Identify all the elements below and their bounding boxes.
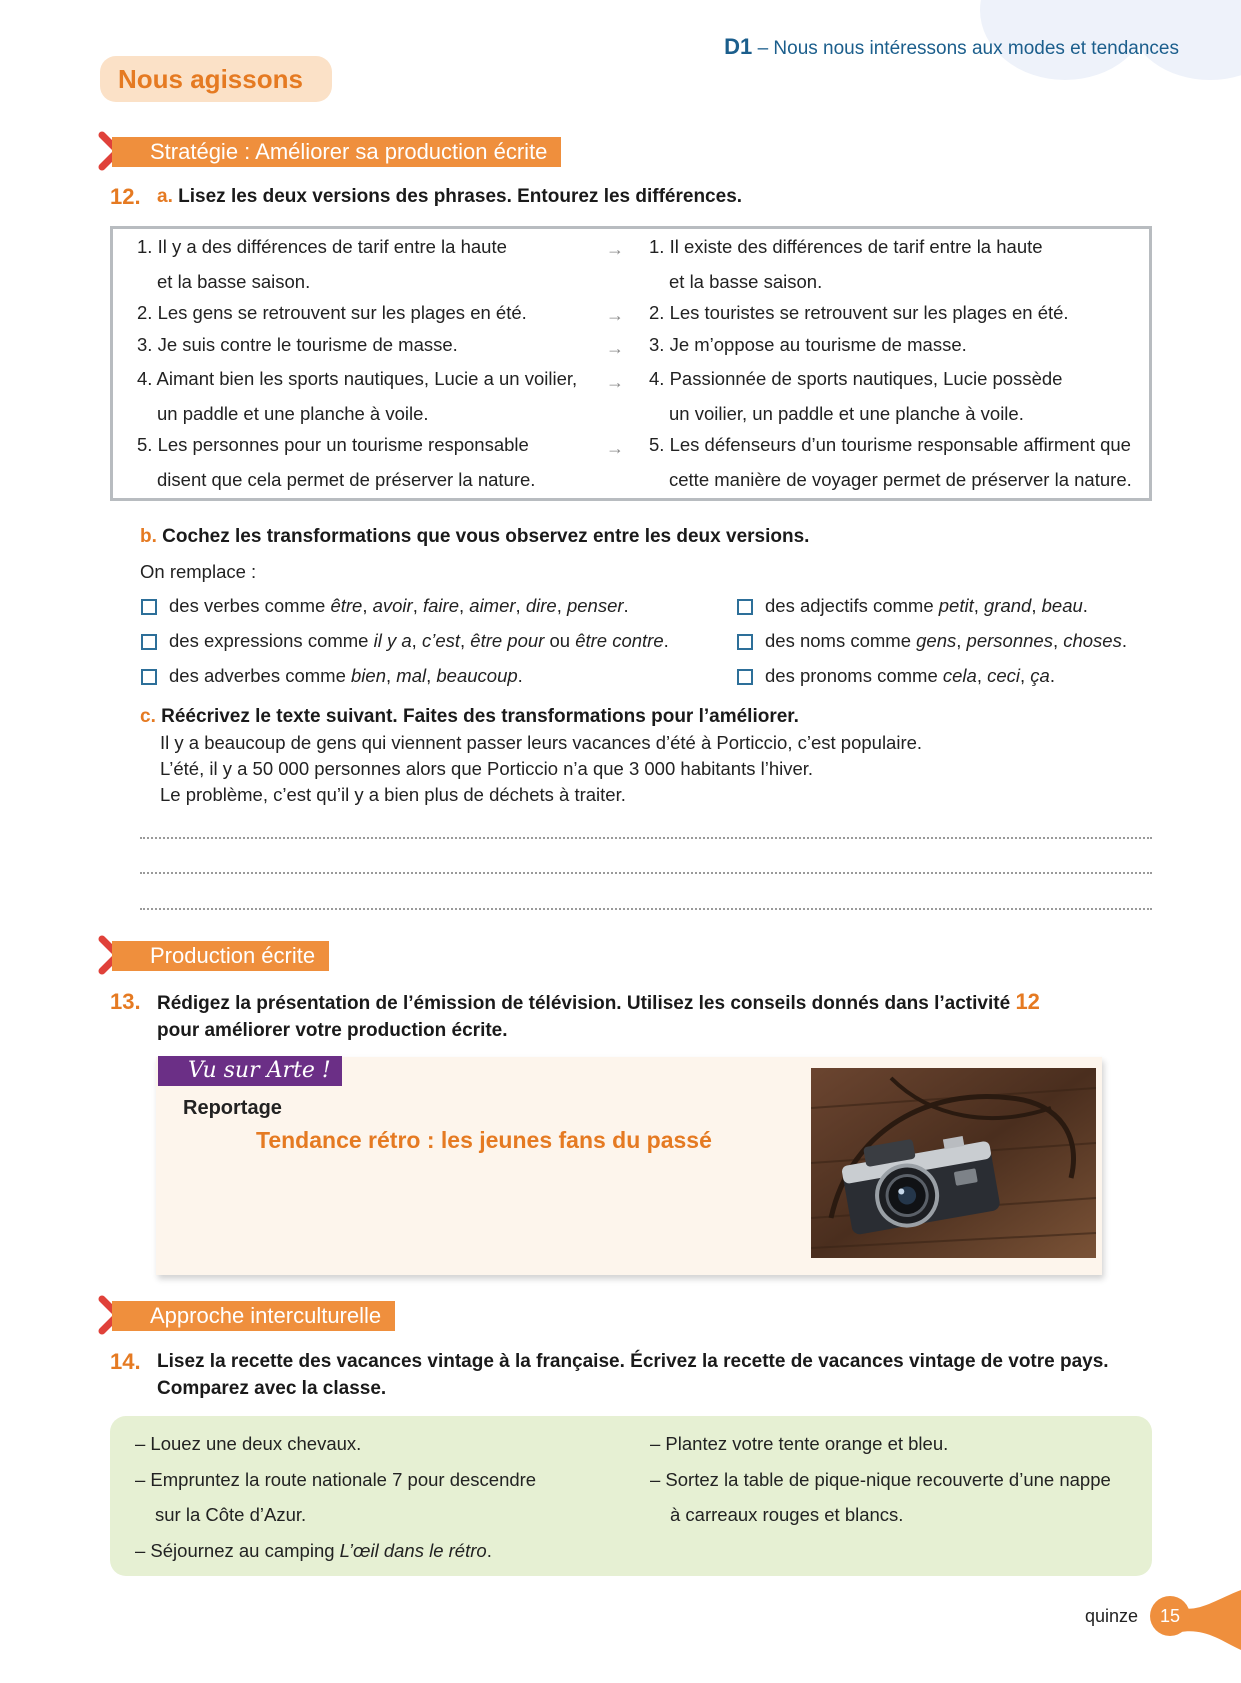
sub-letter: c. [140, 706, 156, 727]
arrow-icon: → [606, 239, 624, 259]
sentence-original: 2. Les gens se retrouvent sur les plages en été. [137, 302, 527, 323]
check-label-verbes: des verbes comme être, avoir, faire, aimer, dire, penser. [169, 595, 629, 616]
instruction-text: Lisez les deux versions des phrases. Entourez les différences. [178, 186, 743, 207]
sentence-original: 5. Les personnes pour un tourisme responsable [137, 434, 529, 455]
sentence-improved: cette manière de voyager permet de préserver la nature. [669, 469, 1132, 490]
recipe-item: à carreaux rouges et blancs. [670, 1504, 904, 1525]
page-header [724, 34, 1179, 60]
check-label-noms: des noms comme gens, personnes, choses. [765, 630, 1127, 651]
question-12c [140, 703, 799, 730]
question-number: 12. [110, 184, 141, 209]
source-text-line: Le problème, c’est qu’il y a bien plus de déchets à traiter. [160, 784, 626, 805]
instruction-text: Rédigez la présentation de l’émission de télévision. Utilisez les conseils donnés dans l’activité [157, 993, 1016, 1014]
sentence-original: disent que cela permet de préserver la nature. [157, 469, 536, 490]
question-12a [157, 183, 742, 210]
source-text-line: Il y a beaucoup de gens qui viennent passer leurs vacances d’été à Porticcio, c’est populaire. [160, 732, 923, 753]
checkbox-adverbes[interactable] [141, 669, 157, 685]
checkbox-pronoms[interactable] [737, 669, 753, 685]
recipe-item: – Plantez votre tente orange et bleu. [650, 1433, 949, 1454]
section-title: Nous agissons [100, 56, 332, 102]
question-number: 13. [110, 989, 141, 1014]
card-subtitle: Reportage [183, 1097, 282, 1119]
arrow-icon: → [606, 372, 624, 392]
sentence-original: 3. Je suis contre le tourisme de masse. [137, 334, 458, 355]
check-label-adverbes: des adverbes comme bien, mal, beaucoup. [169, 665, 523, 686]
intercultural-banner: Approche interculturelle [112, 1301, 395, 1331]
recipe-item: – Empruntez la route nationale 7 pour descendre [135, 1469, 537, 1490]
unit-title: – Nous nous intéressons aux modes et tendances [757, 38, 1179, 59]
page-number-word: quinze [1085, 1606, 1139, 1626]
sentence-improved: et la basse saison. [669, 271, 823, 292]
instruction-text: Cochez les transformations que vous observez entre les deux versions. [162, 526, 810, 547]
arrow-icon: → [606, 305, 624, 325]
instruction-text: Réécrivez le texte suivant. Faites des transformations pour l’améliorer. [161, 706, 799, 727]
arrow-icon: → [606, 438, 624, 458]
checkbox-verbes[interactable] [141, 599, 157, 615]
unit-label: D1 [724, 34, 753, 59]
source-text-line: L’été, il y a 50 000 personnes alors que Porticcio n’a que 3 000 habitants l’hiver. [160, 758, 814, 779]
question-14 [157, 1348, 1109, 1402]
sentence-original: 4. Aimant bien les sports nautiques, Lucie a un voilier, [137, 368, 578, 389]
vintage-camera-photo [811, 1068, 1096, 1258]
sentence-improved: 4. Passionnée de sports nautiques, Lucie possède [649, 368, 1063, 389]
arte-tag: Vu sur Arte ! [158, 1056, 342, 1086]
checkbox-adjectifs[interactable] [737, 599, 753, 615]
camera-icon [811, 1068, 1096, 1258]
sentence-improved: 1. Il existe des différences de tarif entre la haute [649, 236, 1043, 257]
answer-line[interactable] [140, 837, 1152, 839]
sentence-improved: 5. Les défenseurs d’un tourisme responsable affirment que [649, 434, 1131, 455]
recipe-item: – Louez une deux chevaux. [135, 1433, 362, 1454]
sentence-original: 1. Il y a des différences de tarif entre la haute [137, 236, 507, 257]
sentence-original: et la basse saison. [157, 271, 311, 292]
instruction-text: pour améliorer votre production écrite. [157, 1020, 508, 1041]
card-title: Tendance rétro : les jeunes fans du passé [256, 1127, 712, 1153]
answer-line[interactable] [140, 908, 1152, 910]
instruction-text: Comparez avec la classe. [157, 1378, 387, 1399]
sentence-original: un paddle et une planche à voile. [157, 403, 429, 424]
question-number: 14. [110, 1349, 141, 1374]
production-banner: Production écrite [112, 941, 329, 971]
sentence-improved: 2. Les touristes se retrouvent sur les plages en été. [649, 302, 1069, 323]
checkbox-expressions[interactable] [141, 634, 157, 650]
sentence-improved: un voilier, un paddle et une planche à voile. [669, 403, 1024, 424]
check-label-pronoms: des pronoms comme cela, ceci, ça. [765, 665, 1055, 686]
strategy-banner: Stratégie : Améliorer sa production écrite [112, 137, 561, 167]
answer-line[interactable] [140, 872, 1152, 874]
recipe-item: – Sortez la table de pique-nique recouverte d’une nappe [650, 1469, 1111, 1490]
sub-letter: b. [140, 526, 157, 547]
recipe-item: – Séjournez au camping L’œil dans le rétro. [135, 1540, 492, 1561]
recipe-item: sur la Côte d’Azur. [155, 1504, 307, 1525]
check-label-expressions: des expressions comme il y a, c’est, être pour ou être contre. [169, 630, 669, 651]
sentence-improved: 3. Je m’oppose au tourisme de masse. [649, 334, 967, 355]
question-12b [140, 523, 809, 550]
intro-text: On remplace : [140, 561, 257, 582]
page-number: 15 [1150, 1596, 1190, 1636]
question-13 [157, 988, 1040, 1044]
sub-letter: a. [157, 186, 173, 207]
check-label-adjectifs: des adjectifs comme petit, grand, beau. [765, 595, 1088, 616]
instruction-text: Lisez la recette des vacances vintage à la française. Écrivez la recette de vacances vintage de votre pays. [157, 1351, 1109, 1372]
activity-ref: 12 [1015, 989, 1040, 1014]
checkbox-noms[interactable] [737, 634, 753, 650]
arrow-icon: → [606, 338, 624, 358]
